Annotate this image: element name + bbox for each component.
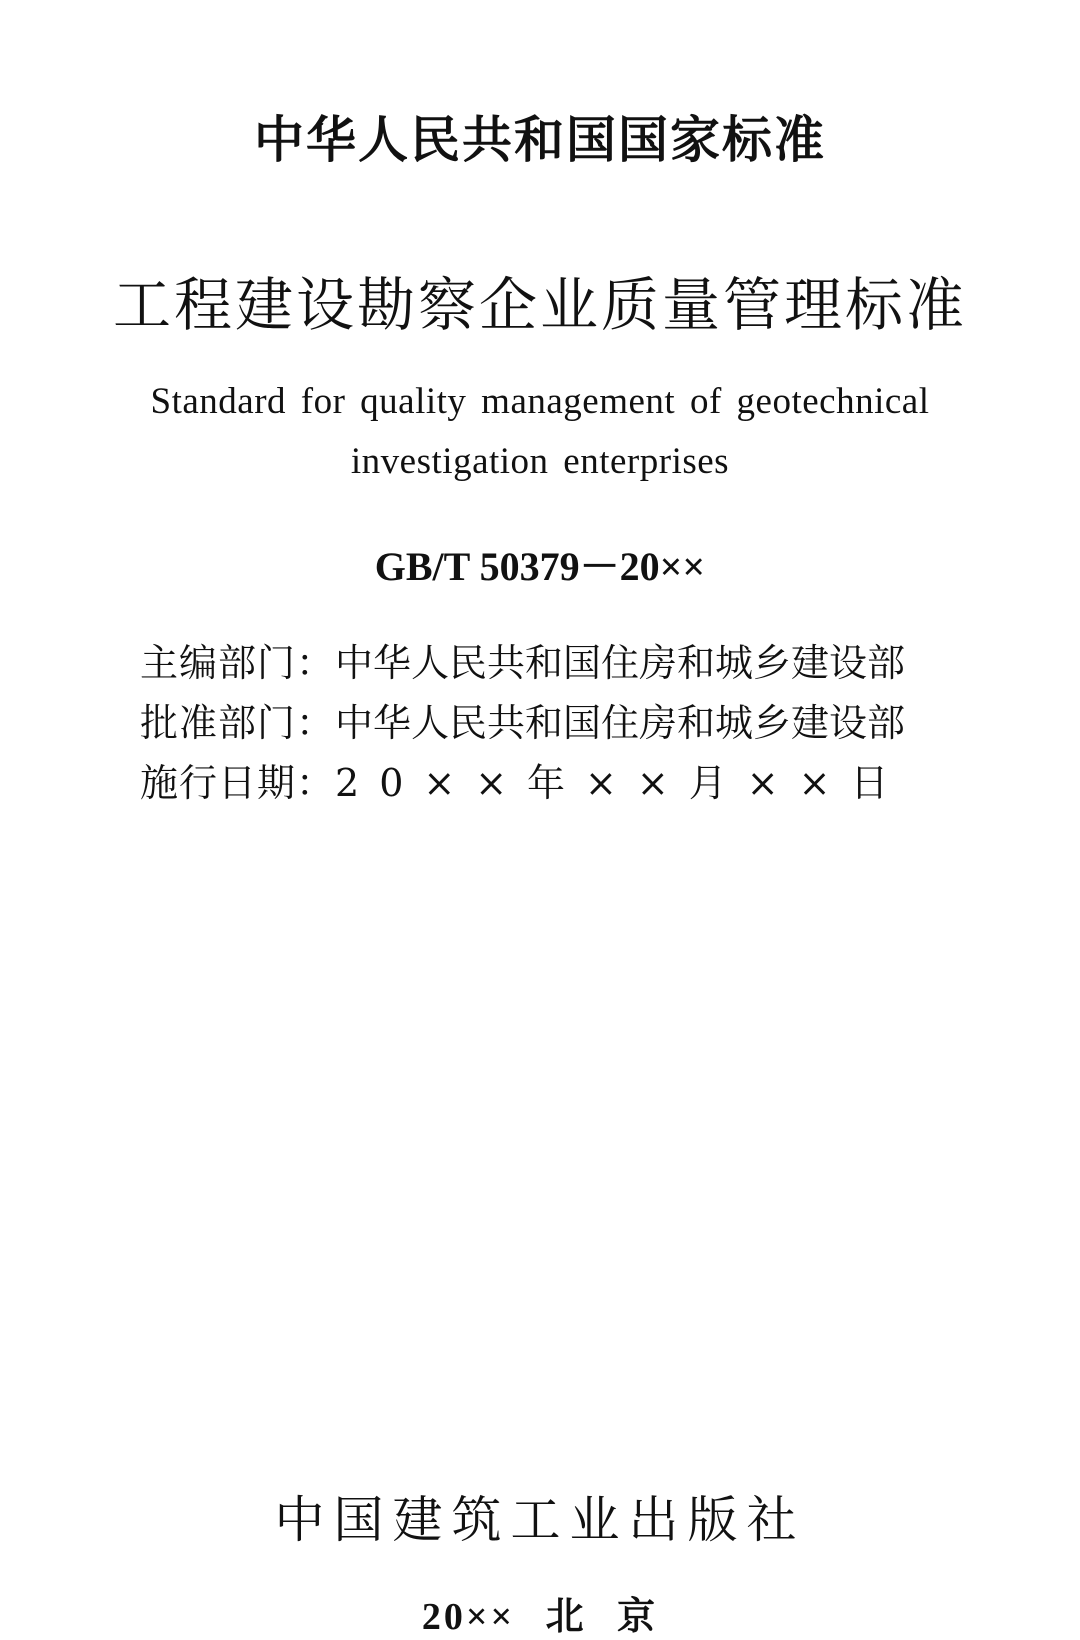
effective-date-value: 20××年××月××日 — [335, 761, 909, 805]
chinese-title: 工程建设勘察企业质量管理标准 — [112, 271, 967, 339]
approval-department-value: 中华人民共和国住房和城乡建设部 — [335, 701, 906, 745]
publisher-name: 中国建筑工业出版社 — [274, 1491, 806, 1549]
publication-year-place: 20×× 北 京 — [421, 1596, 659, 1638]
english-title — [0, 372, 1080, 492]
effective-date-label: 施行日期： — [140, 761, 336, 805]
national-standard-header: 中华人民共和国国家标准 — [254, 111, 826, 169]
english-title-line-1: Standard for quality management of geotechnical — [150, 381, 930, 422]
english-title-line-2: investigation enterprises — [350, 441, 730, 482]
effective-date-row — [140, 752, 960, 807]
approval-department-label: 批准部门： — [140, 701, 336, 745]
standard-code: GB/T 50379－20×× — [374, 544, 706, 589]
editorial-department-value: 中华人民共和国住房和城乡建设部 — [335, 641, 906, 685]
editorial-department-label: 主编部门： — [140, 641, 336, 685]
editorial-department-row — [140, 632, 960, 687]
approval-department-row — [140, 692, 960, 747]
